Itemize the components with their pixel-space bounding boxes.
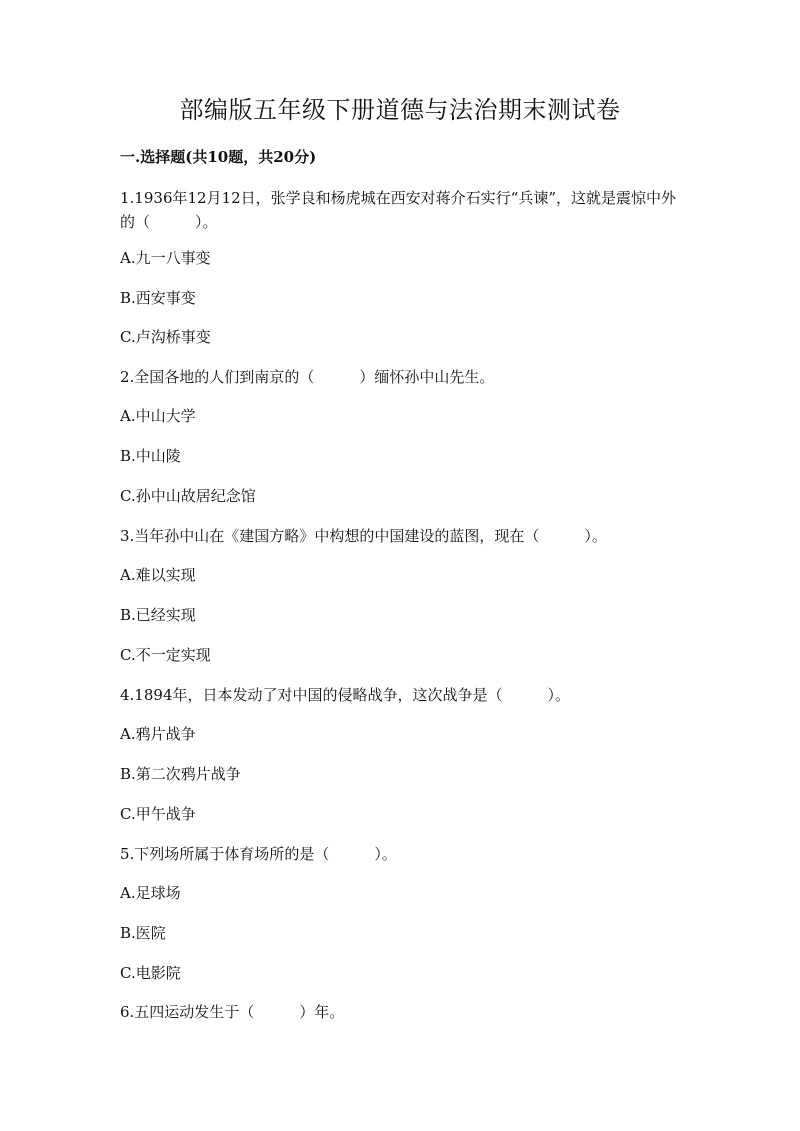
question-3-option-b[interactable]: B.已经实现 [120,606,196,624]
question-1-option-b[interactable]: B.西安事变 [120,289,196,307]
question-3-option-a[interactable]: A.难以实现 [120,566,196,584]
question-1-option-a[interactable]: A.九一八事变 [120,249,211,267]
question-3-option-c[interactable]: C.不一定实现 [120,646,211,664]
question-4-option-b[interactable]: B.第二次鸦片战争 [120,765,241,783]
question-1-stem: 1.1936年12月12日，张学良和杨虎城在西安对蒋介石实行“兵谏”，这就是震惊中外的（ ）。 [120,189,676,231]
question-5-option-c[interactable]: C.电影院 [120,964,181,982]
page-title: 部编版五年级下册道德与法治期末测试卷 [179,96,621,124]
question-2-option-b[interactable]: B.中山陵 [120,447,181,465]
question-2-stem: 2.全国各地的人们到南京的（ ）缅怀孙中山先生。 [120,368,495,386]
question-4-option-c[interactable]: C.甲午战争 [120,805,196,823]
question-5-stem: 5.下列场所属于体育场所的是（ ）。 [120,845,397,863]
question-6-stem: 6.五四运动发生于（ ）年。 [120,1003,345,1021]
question-3-stem: 3.当年孙中山在《建国方略》中构想的中国建设的蓝图，现在（ ）。 [120,527,607,545]
question-1-option-c[interactable]: C.卢沟桥事变 [120,328,211,346]
question-4-option-a[interactable]: A.鸦片战争 [120,725,196,743]
question-5-option-b[interactable]: B.医院 [120,924,166,942]
question-5-option-a[interactable]: A.足球场 [120,884,181,902]
question-4-stem: 4.1894年，日本发动了对中国的侵略战争，这次战争是（ ）。 [120,686,570,704]
section-heading: 一.选择题(共10题，共20分) [120,148,317,166]
question-2-option-a[interactable]: A.中山大学 [120,407,196,425]
question-2-option-c[interactable]: C.孙中山故居纪念馆 [120,487,256,505]
